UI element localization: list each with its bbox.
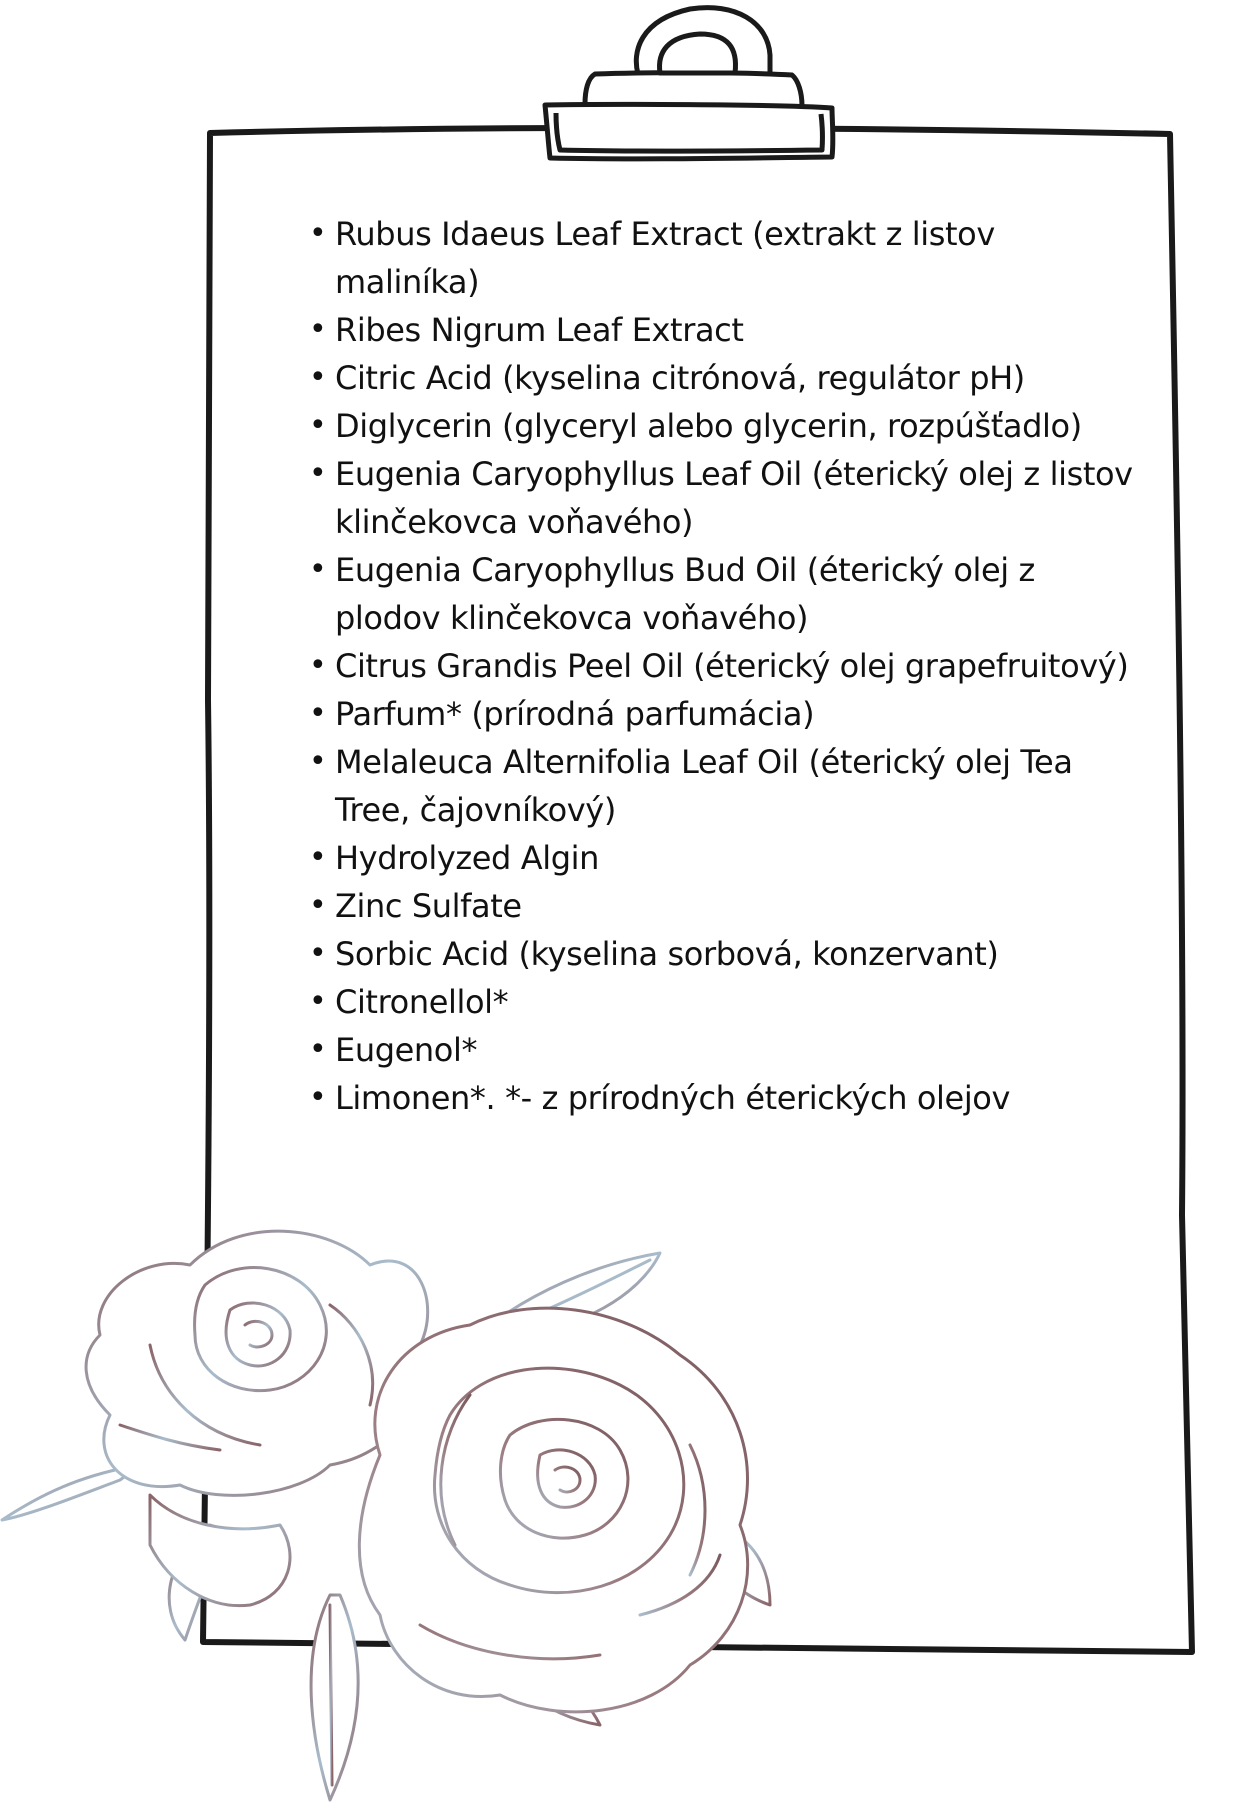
bullet-icon: •	[309, 312, 327, 347]
rose-illustration-icon	[0, 1195, 790, 1807]
ingredient-text: Rubus Idaeus Leaf Extract (extrakt z listov maliníka)	[335, 215, 995, 301]
ingredient-text: Parfum* (prírodná parfumácia)	[335, 695, 815, 733]
bullet-icon: •	[309, 744, 327, 779]
bullet-icon: •	[309, 216, 327, 251]
list-item	[309, 690, 1135, 738]
list-item	[309, 978, 1135, 1026]
ingredient-text: Zinc Sulfate	[335, 887, 522, 925]
ingredient-text: Sorbic Acid (kyselina sorbová, konzervant)	[335, 935, 999, 973]
ingredient-text: Eugenia Caryophyllus Leaf Oil (éterický olej z listov klinčekovca voňavého)	[335, 455, 1133, 541]
list-item	[309, 1074, 1135, 1122]
list-item	[309, 1026, 1135, 1074]
ingredient-text: Hydrolyzed Algin	[335, 839, 600, 877]
ingredient-text: Eugenol*	[335, 1031, 478, 1069]
list-item	[309, 546, 1135, 642]
ingredient-text: Eugenia Caryophyllus Bud Oil (éterický olej z plodov klinčekovca voňavého)	[335, 551, 1035, 637]
bullet-icon: •	[309, 408, 327, 443]
list-item	[309, 738, 1135, 834]
ingredient-text: Citric Acid (kyselina citrónová, regulátor pH)	[335, 359, 1025, 397]
bullet-icon: •	[309, 696, 327, 731]
list-item	[309, 882, 1135, 930]
bullet-icon: •	[309, 1032, 327, 1067]
bullet-icon: •	[309, 984, 327, 1019]
leaf-bottom	[311, 1595, 358, 1800]
bullet-icon: •	[309, 936, 327, 971]
list-item	[309, 450, 1135, 546]
bullet-icon: •	[309, 456, 327, 491]
ingredient-text: Citrus Grandis Peel Oil (éterický olej grapefruitový)	[335, 647, 1129, 685]
clipboard-clip-icon	[545, 8, 833, 159]
list-item	[309, 642, 1135, 690]
list-item	[309, 354, 1135, 402]
list-item	[309, 306, 1135, 354]
bullet-icon: •	[309, 360, 327, 395]
list-item	[309, 930, 1135, 978]
list-item	[309, 834, 1135, 882]
bullet-icon: •	[309, 648, 327, 683]
ingredient-text: Ribes Nigrum Leaf Extract	[335, 311, 744, 349]
ingredient-text: Diglycerin (glyceryl alebo glycerin, rozpúšťadlo)	[335, 407, 1082, 445]
list-item	[309, 210, 1135, 306]
bullet-icon: •	[309, 1080, 327, 1115]
bullet-icon: •	[309, 888, 327, 923]
ingredient-text: Melaleuca Alternifolia Leaf Oil (éterický olej Tea Tree, čajovníkový)	[335, 743, 1073, 829]
list-item	[309, 402, 1135, 450]
bullet-icon: •	[309, 840, 327, 875]
ingredient-list	[309, 210, 1135, 1122]
bullet-icon: •	[309, 552, 327, 587]
ingredient-text: Citronellol*	[335, 983, 509, 1021]
ingredient-text: Limonen*. *- z prírodných éterických olejov	[335, 1079, 1011, 1117]
